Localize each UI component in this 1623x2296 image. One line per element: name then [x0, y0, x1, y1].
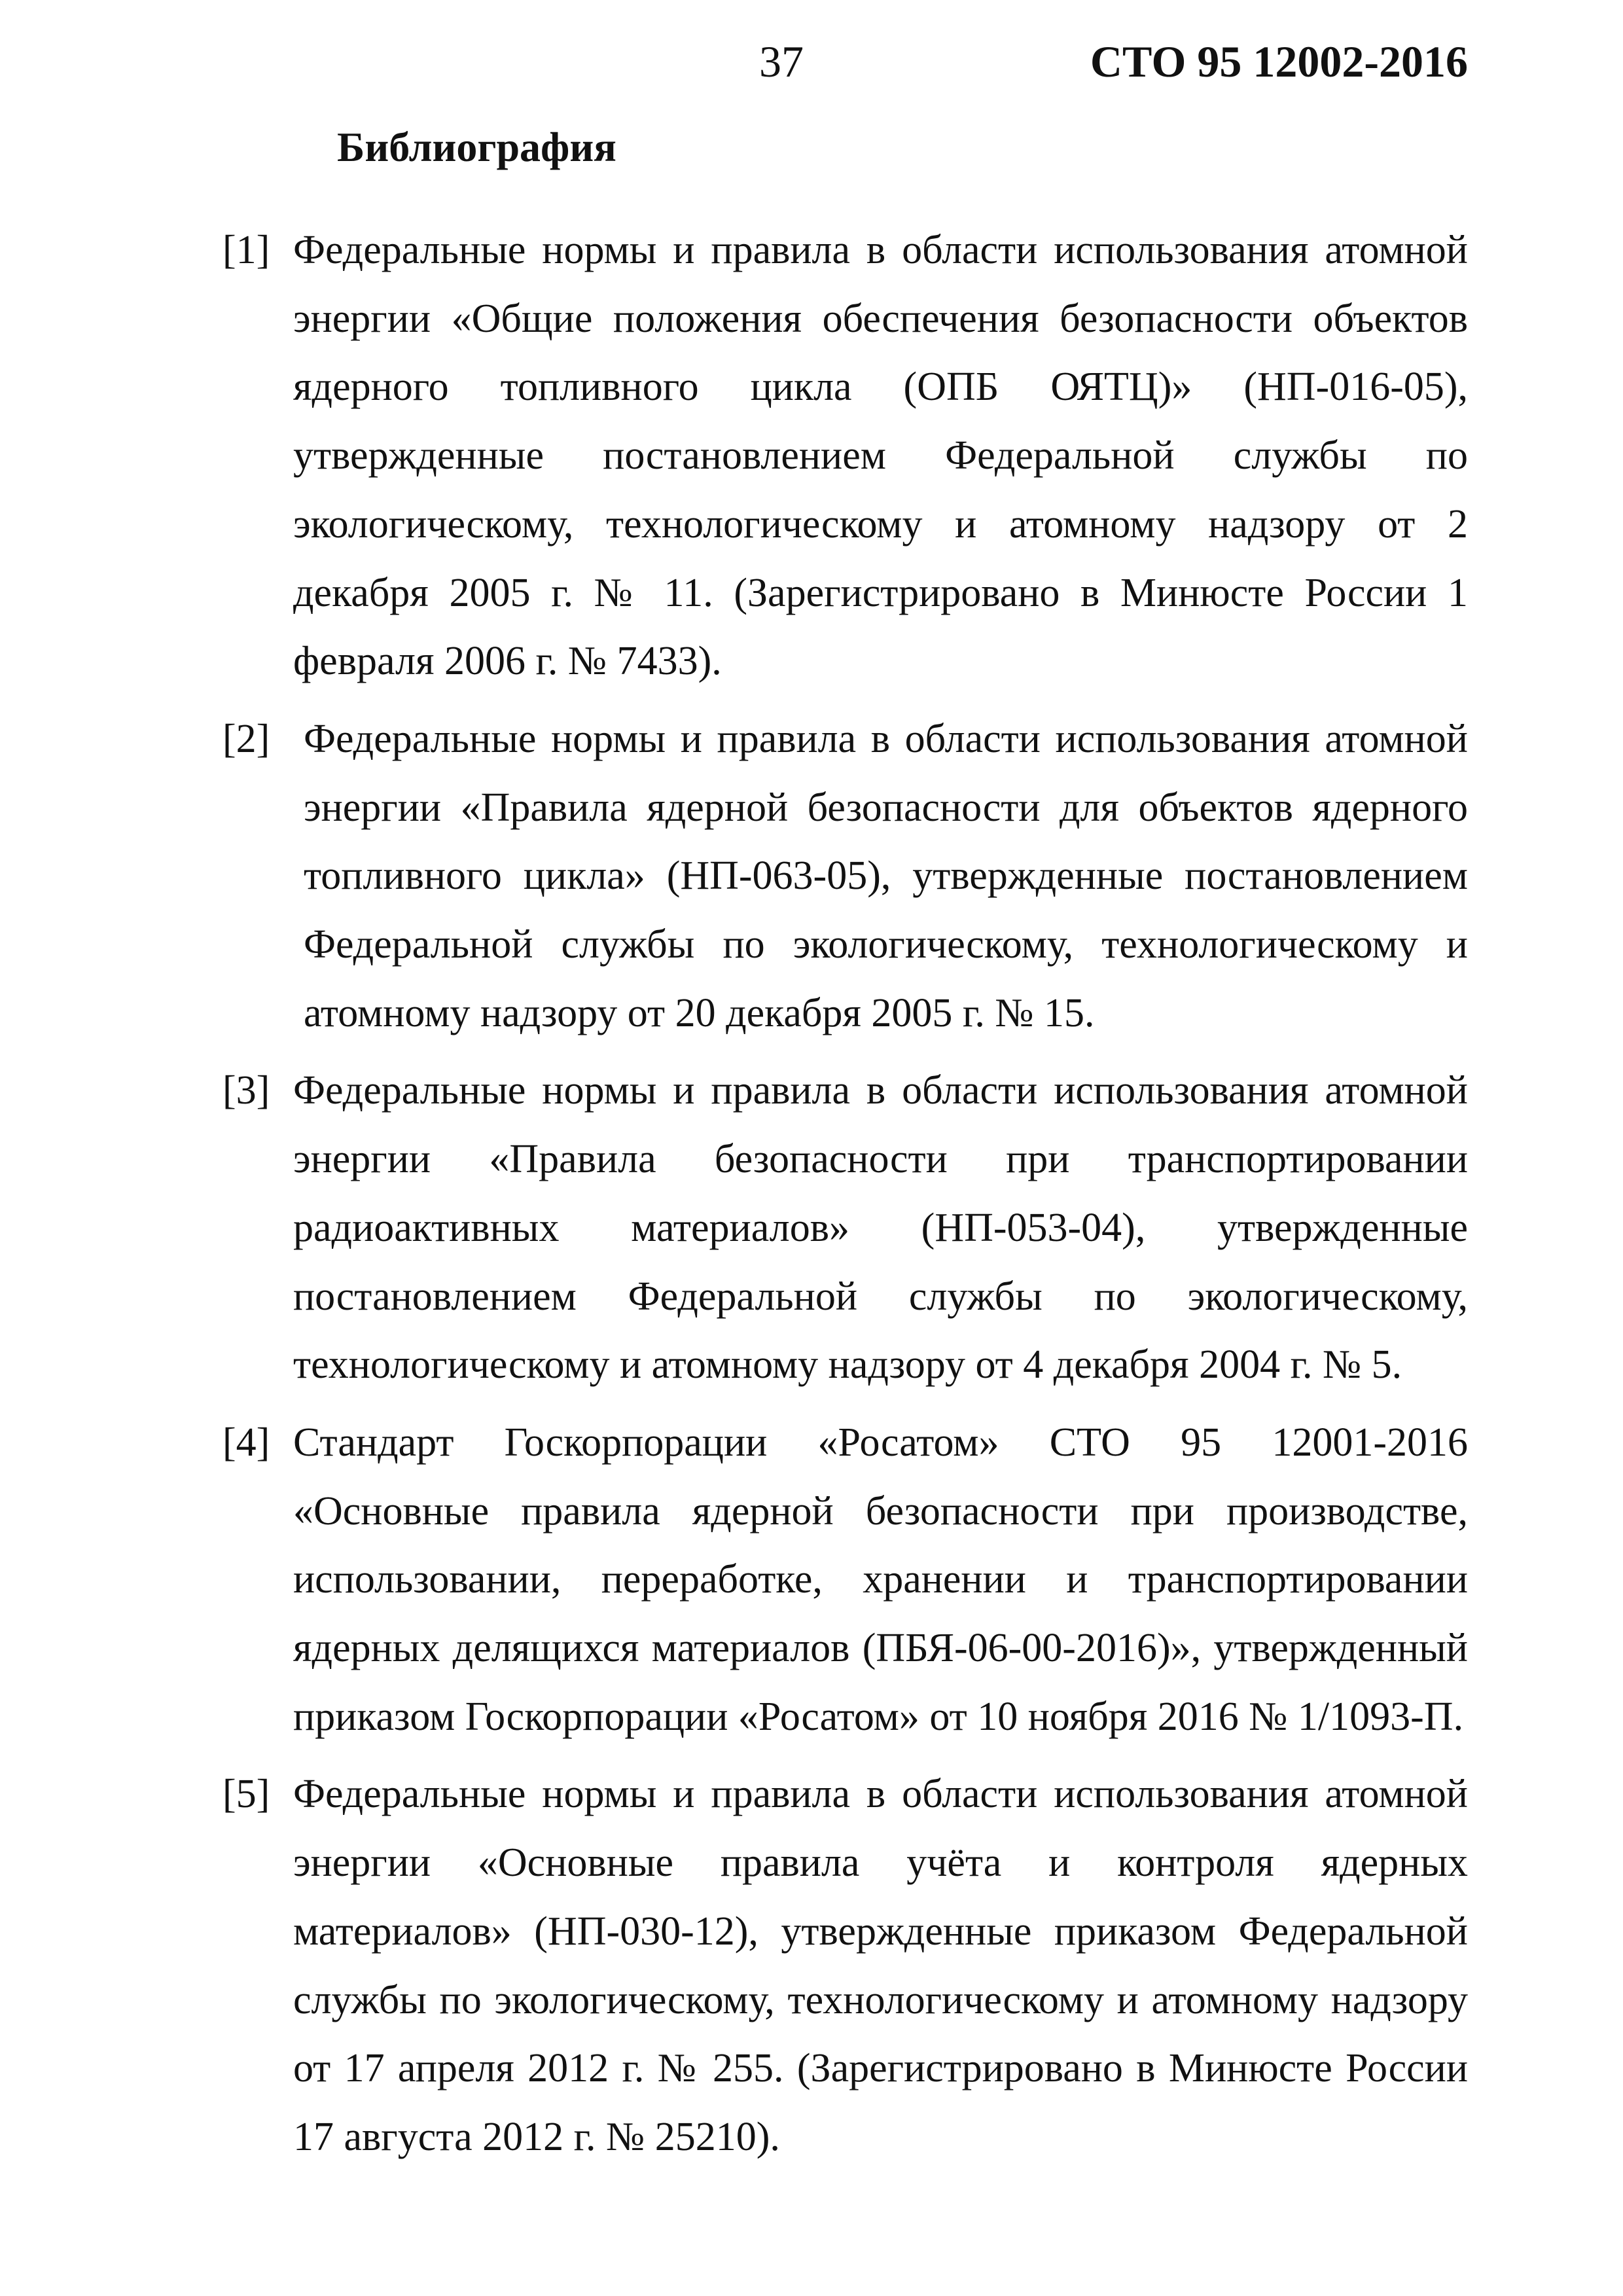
bibliography-entry-2	[223, 705, 1468, 1048]
entry-text: Федеральные нормы и правила в области использования атомной энергии «Общие положения обеспечения безопасности объектов ядерного топливного цикла (ОПБ ОЯТЦ)» (НП-016-05), утвержденные постановлением Федеральной службы по экологическому, технологическому и атомному надзору от 2 декабря 2005 г. № 11. (Зарегистрировано в Минюсте России 1 февраля 2006 г. № 7433).	[293, 228, 1468, 684]
entry-marker: [2]	[223, 716, 270, 761]
bibliography-heading: Библиография	[337, 124, 616, 170]
bibliography-entry-5	[223, 1760, 1468, 2171]
entry-text: Стандарт Госкорпорации «Росатом» СТО 95 12001-2016 «Основные правила ядерной безопасности при производстве, использовании, переработке, хранении и транспортировании ядерных делящихся материалов (ПБЯ-06-00-2016)», утвержденный приказом Госкорпорации «Росатом» от 10 ноября 2016 № 1/1093-П.	[293, 1420, 1468, 1739]
entry-text: Федеральные нормы и правила в области использования атомной энергии «Основные правила учёта и контроля ядерных материалов» (НП-030-12), утвержденные приказом Федеральной службы по экологическому, технологическому и атомному надзору от 17 апреля 2012 г. № 255. (Зарегистрировано в Минюсте России 17 августа 2012 г. № 25210).	[293, 1772, 1468, 2159]
entry-text: Федеральные нормы и правила в области использования атомной энергии «Правила ядерной безопасности для объектов ядерного топливного цикла» (НП-063-05), утвержденные постановлением Федеральной службы по экологическому, технологическому и атомному надзору от 20 декабря 2005 г. № 15.	[304, 716, 1468, 1035]
bibliography-entry-4	[223, 1408, 1468, 1751]
bibliography-entry-1	[223, 216, 1468, 696]
page-number: 37	[759, 37, 804, 86]
bibliography-entry-3	[223, 1056, 1468, 1399]
bibliography-list	[223, 216, 1468, 2181]
document-code: СТО 95 12002-2016	[1090, 37, 1468, 86]
entry-marker: [5]	[223, 1772, 270, 1817]
entry-marker: [1]	[223, 228, 270, 272]
entry-marker: [3]	[223, 1068, 270, 1113]
entry-text: Федеральные нормы и правила в области использования атомной энергии «Правила безопасности при транспортировании радиоактивных материалов» (НП-053-04), утвержденные постановлением Федеральной службы по экологическому, технологическому и атомному надзору от 4 декабря 2004 г. № 5.	[293, 1068, 1468, 1388]
entry-marker: [4]	[223, 1420, 270, 1465]
